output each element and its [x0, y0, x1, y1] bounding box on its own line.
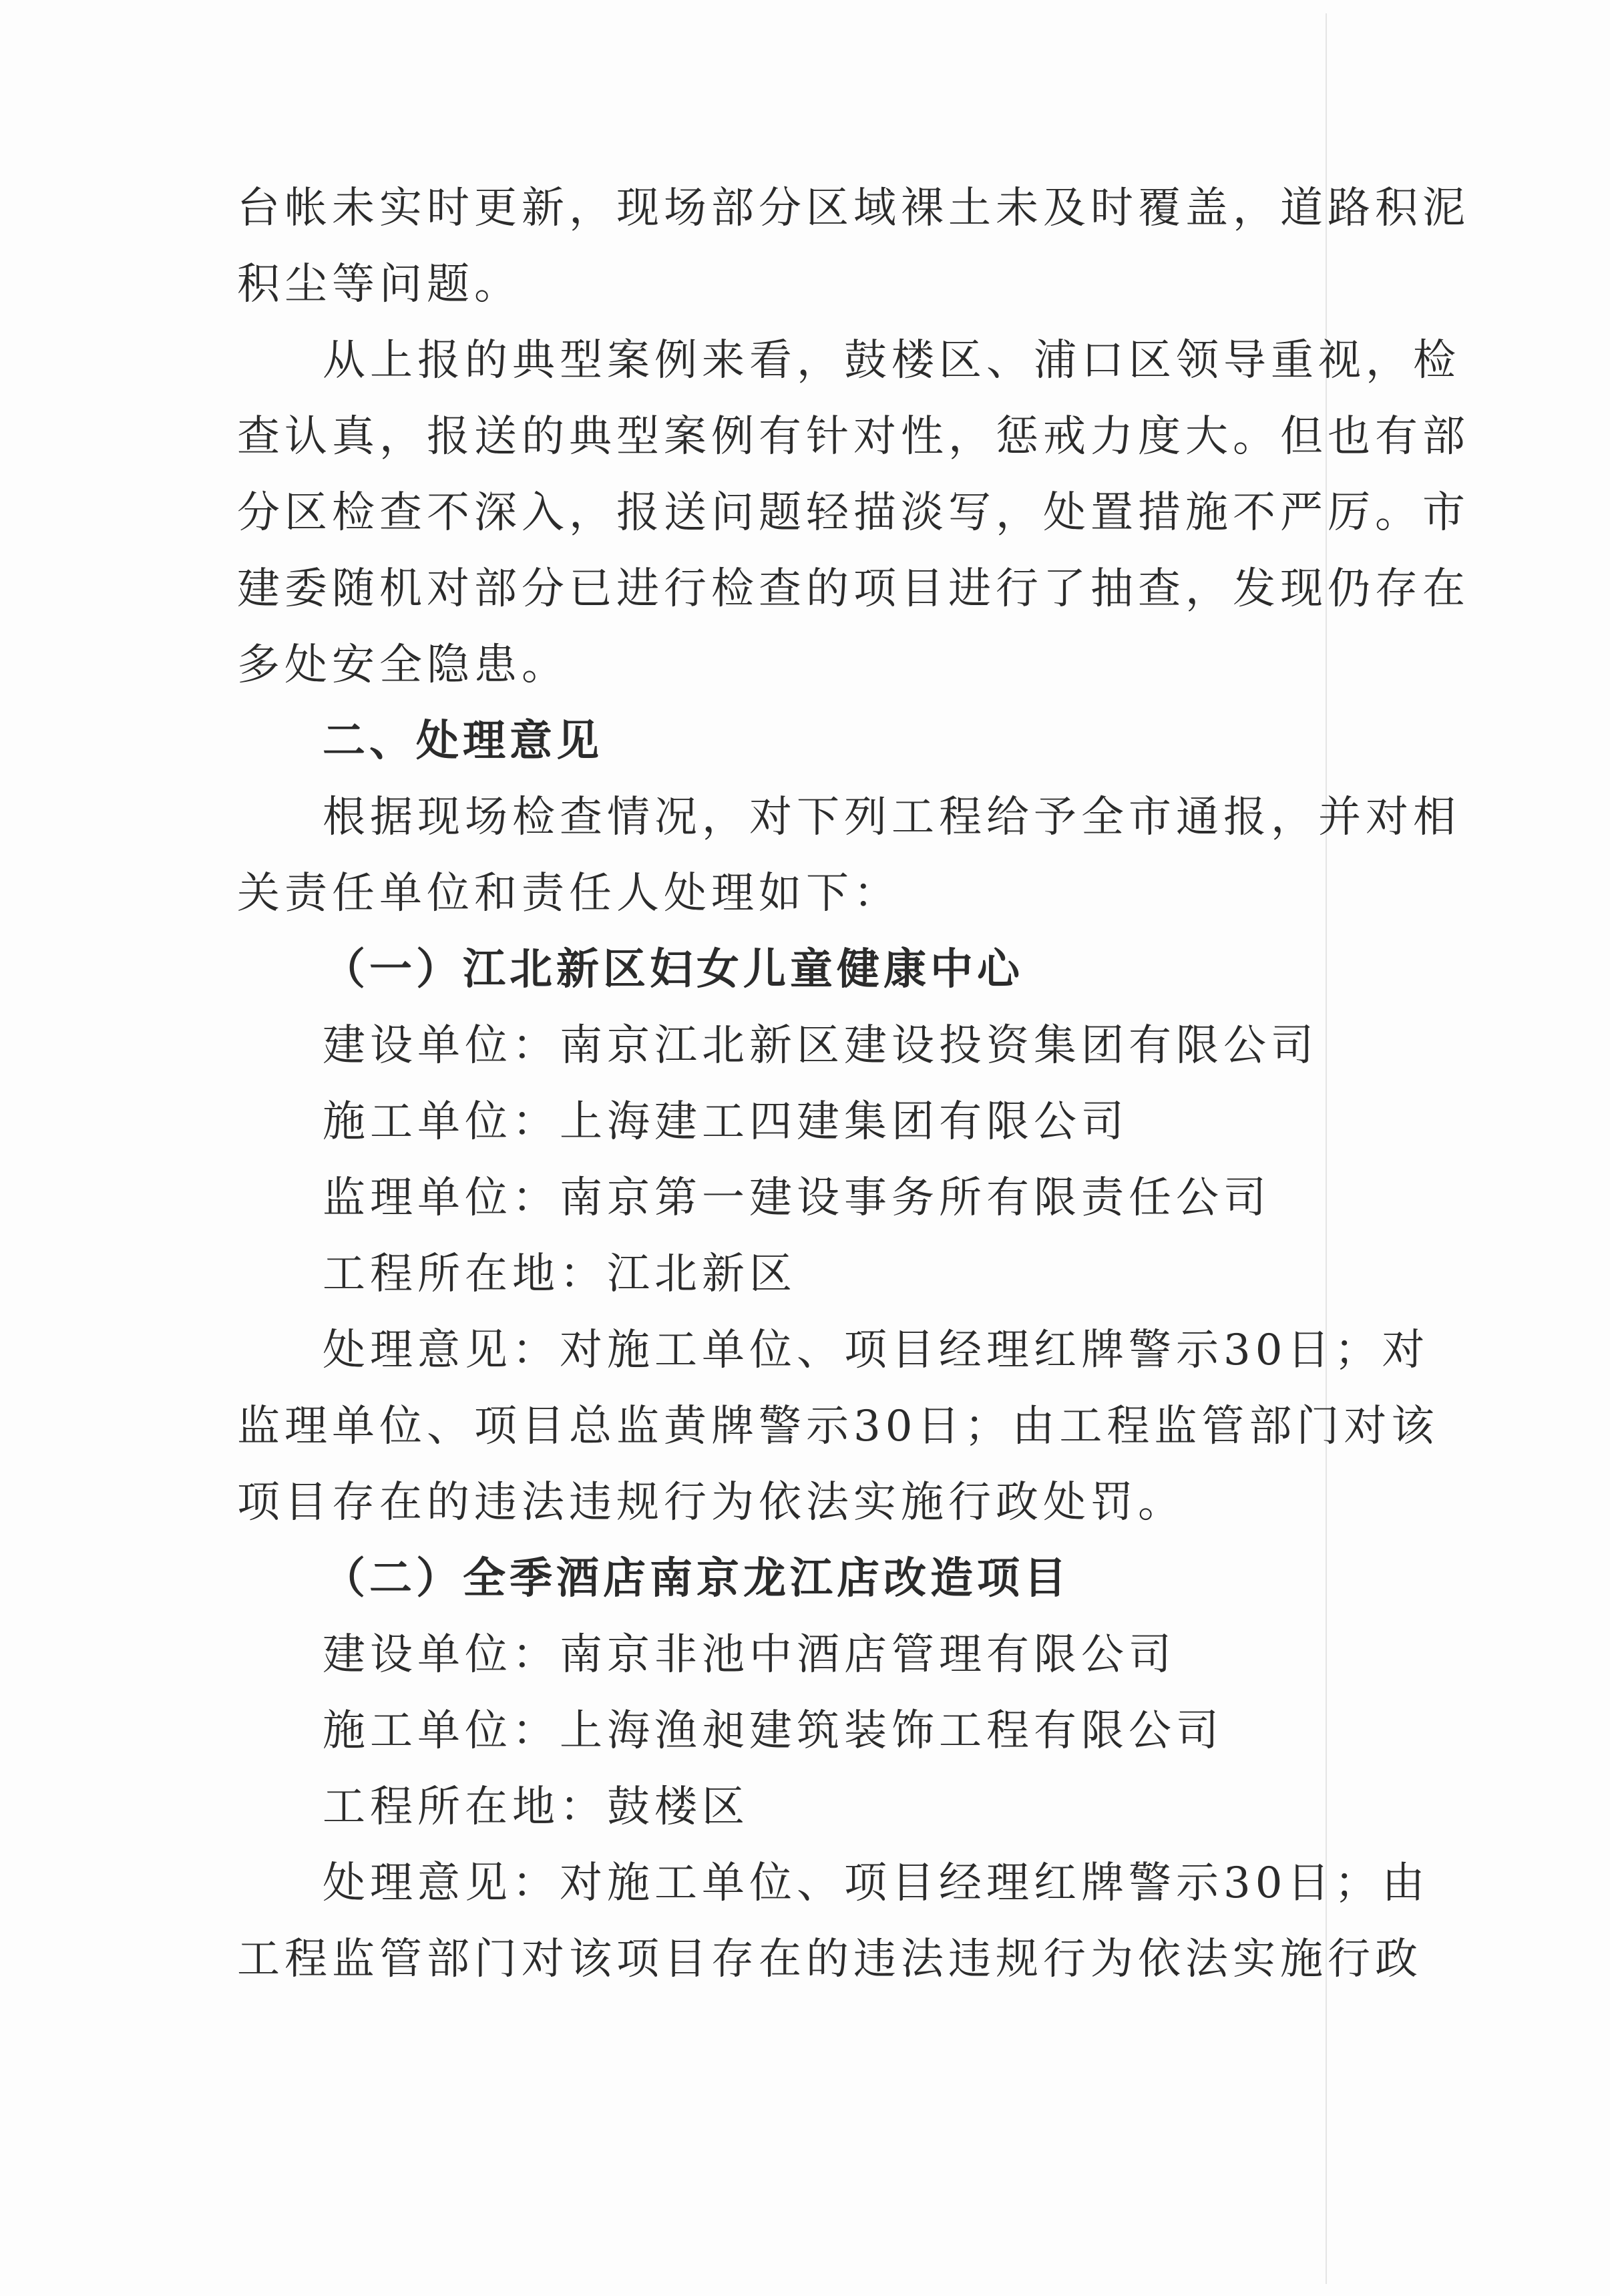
paragraph-line: 从上报的典型案例来看，鼓楼区、浦口区领导重视，检 — [323, 336, 1460, 385]
subsection-heading: （二）全季酒店南京龙江店改造项目 — [323, 1554, 1070, 1603]
paragraph-line: 建委随机对部分已进行检查的项目进行了抽查，发现仍存在 — [237, 564, 1470, 614]
paragraph-line: 监理单位、项目总监黄牌警示30日；由工程监管部门对该 — [237, 1402, 1439, 1451]
info-line: 建设单位：南京江北新区建设投资集团有限公司 — [323, 1021, 1318, 1071]
paragraph-line: 工程监管部门对该项目存在的违法违规行为依法实施行政 — [237, 1935, 1422, 1984]
info-line: 施工单位：上海建工四建集团有限公司 — [323, 1097, 1129, 1147]
paragraph-line: 根据现场检查情况，对下列工程给予全市通报，并对相 — [323, 793, 1460, 842]
paragraph-line: 处理意见：对施工单位、项目经理红牌警示30日；对 — [323, 1326, 1430, 1375]
info-line: 工程所在地：江北新区 — [323, 1250, 797, 1299]
document-body — [237, 170, 1470, 1997]
paragraph-line: 多处安全隐患。 — [237, 640, 569, 690]
paragraph-line: 台帐未实时更新，现场部分区域裸土未及时覆盖，道路积泥 — [237, 184, 1470, 233]
info-line: 工程所在地：鼓楼区 — [323, 1782, 749, 1832]
paragraph-line: 项目存在的违法违规行为依法实施行政处罚。 — [237, 1478, 1185, 1527]
subsection-heading: （一）江北新区妇女儿童健康中心 — [323, 945, 1024, 994]
info-line: 建设单位：南京非池中酒店管理有限公司 — [323, 1630, 1176, 1680]
info-line: 监理单位：南京第一建设事务所有限责任公司 — [323, 1173, 1271, 1223]
paragraph-line: 积尘等问题。 — [237, 260, 522, 309]
section-heading: 二、处理意见 — [323, 717, 603, 766]
paragraph-line: 处理意见：对施工单位、项目经理红牌警示30日；由 — [323, 1859, 1430, 1908]
info-line: 施工单位：上海渔昶建筑装饰工程有限公司 — [323, 1706, 1223, 1756]
paragraph-line: 查认真，报送的典型案例有针对性，惩戒力度大。但也有部 — [237, 412, 1470, 461]
paragraph-line: 分区检查不深入，报送问题轻描淡写，处置措施不严厉。市 — [237, 488, 1470, 538]
paragraph-line: 关责任单位和责任人处理如下： — [237, 869, 901, 918]
